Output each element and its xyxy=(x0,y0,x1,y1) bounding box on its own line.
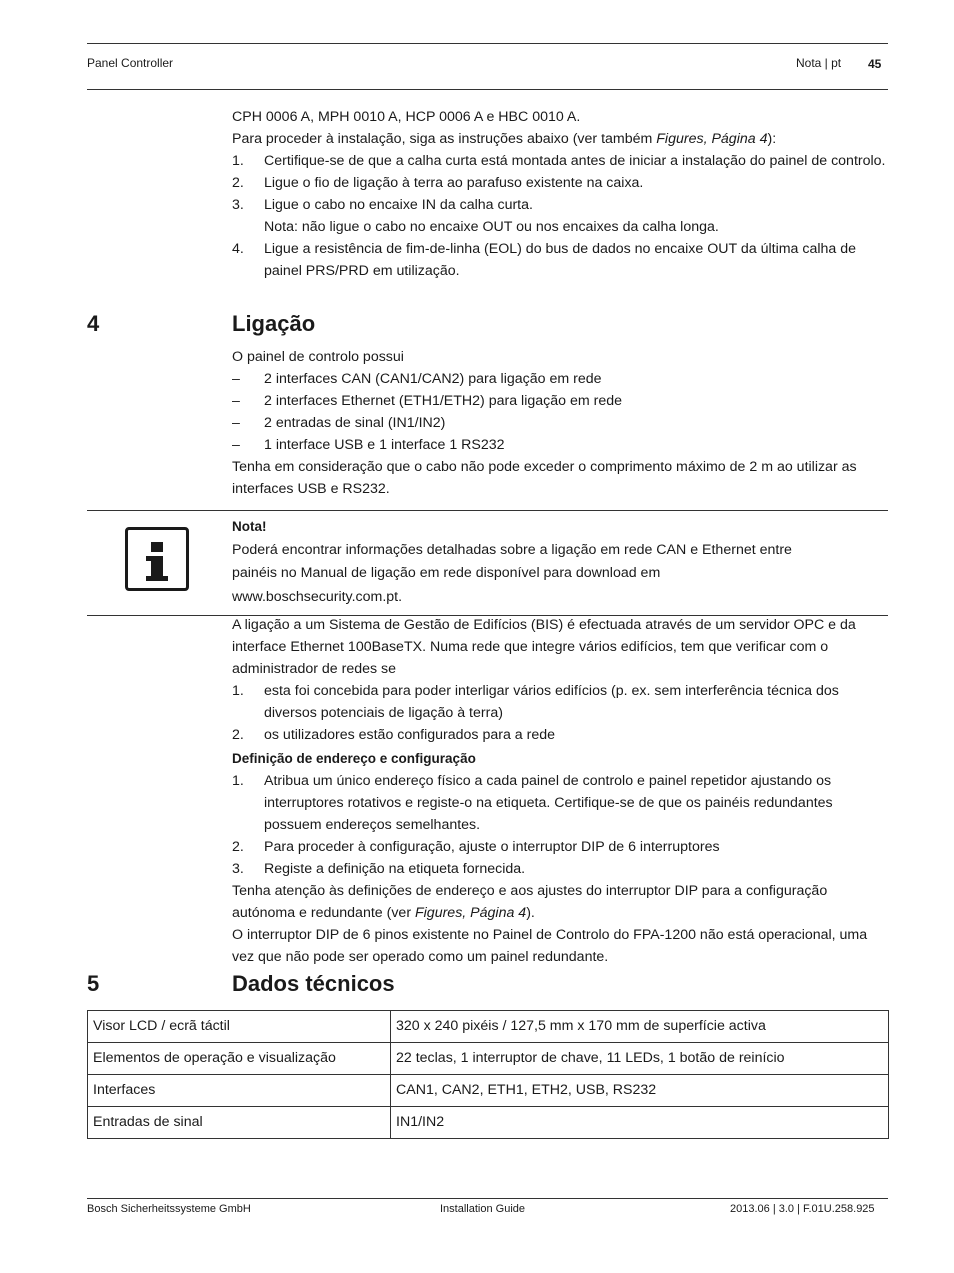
config-item xyxy=(232,836,888,858)
attention-paragraph xyxy=(232,880,888,924)
note-title: Nota! xyxy=(232,519,267,534)
intro-line-2-text: Para proceder à instalação, siga as instruções abaixo (ver também xyxy=(232,131,657,147)
table-cell-label: Entradas de sinal xyxy=(88,1107,391,1139)
table-cell-label: Elementos de operação e visualização xyxy=(88,1043,391,1075)
footer-guide: Installation Guide xyxy=(440,1203,525,1215)
figures-reference: Figures, Página 4 xyxy=(414,905,527,921)
dash-marker: – xyxy=(232,437,240,453)
item-text: Atribua um único endereço físico a cada painel de controlo e painel repetidor ajustando os interruptores rotativos e registe-o na etiqueta. Certifique-se de que os painéis redundantes possuem endereços semelhantes. xyxy=(264,773,833,833)
header-top-rule xyxy=(87,43,888,44)
table-cell-value: IN1/IN2 xyxy=(391,1107,889,1139)
list-item-text: 2 entradas de sinal (IN1/IN2) xyxy=(264,415,446,431)
list-item xyxy=(232,390,888,412)
step-text: Ligue o fio de ligação à terra ao parafuso existente na caixa. xyxy=(264,175,644,191)
item-number: 2. xyxy=(232,727,244,743)
config-item xyxy=(232,770,888,836)
note-text-line: Poderá encontrar informações detalhadas sobre a ligação em rede CAN e Ethernet entre xyxy=(232,541,792,558)
list-item xyxy=(232,434,888,456)
dip-paragraph: O interruptor DIP de 6 pinos existente no Painel de Controlo do FPA-1200 não está operacional, uma vez que não pode ser operado como um painel redundante. xyxy=(232,927,868,965)
dash-marker: – xyxy=(232,415,240,431)
step-text: Certifique-se de que a calha curta está montada antes de iniciar a instalação do painel de controlo. xyxy=(264,153,886,169)
intro-block xyxy=(232,106,888,282)
step-text: Ligue o cabo no encaixe IN da calha curta. xyxy=(264,197,533,213)
install-step xyxy=(232,194,888,238)
footer-version: 2013.06 | 3.0 | F.01U.258.925 xyxy=(730,1203,875,1215)
item-text: Para proceder à configuração, ajuste o interruptor DIP de 6 interruptores xyxy=(264,839,720,855)
item-number: 3. xyxy=(232,861,244,877)
dash-marker: – xyxy=(232,371,240,387)
section-4-title: Ligação xyxy=(232,311,316,336)
bis-item xyxy=(232,724,888,746)
tech-data-table xyxy=(87,1010,889,1139)
intro-line-2-end: ): xyxy=(767,131,777,147)
attention-end: ). xyxy=(526,905,535,921)
footer-rule xyxy=(87,1198,888,1199)
table-row xyxy=(88,1107,889,1139)
list-item xyxy=(232,412,888,434)
note-content xyxy=(232,515,888,609)
header-bottom-rule xyxy=(87,89,888,90)
table-cell-value: CAN1, CAN2, ETH1, ETH2, USB, RS232 xyxy=(391,1075,889,1107)
item-number: 2. xyxy=(232,839,244,855)
header-doc-title: Panel Controller xyxy=(87,56,174,70)
dash-marker: – xyxy=(232,393,240,409)
bis-block xyxy=(232,614,888,968)
note-top-rule xyxy=(87,510,888,511)
step-number: 4. xyxy=(232,241,244,257)
table-cell-value: 22 teclas, 1 interruptor de chave, 11 LEDs, 1 botão de reinício xyxy=(391,1043,889,1075)
table-row xyxy=(88,1011,889,1043)
install-step xyxy=(232,238,888,282)
note-link[interactable]: www.boschsecurity.com.pt. xyxy=(232,588,403,605)
table-cell-label: Interfaces xyxy=(88,1075,391,1107)
step-note: Nota: não ligue o cabo no encaixe OUT ou nos encaixes da calha longa. xyxy=(264,219,719,235)
intro-line-2 xyxy=(232,128,888,150)
table-cell-value: 320 x 240 pixéis / 127,5 mm x 170 mm de superfície activa xyxy=(391,1011,889,1043)
header-section: Nota | pt xyxy=(796,56,842,70)
item-number: 1. xyxy=(232,773,244,789)
attention-text: Tenha atenção às definições de endereço e aos ajustes do interruptor DIP para a configuração autónoma e redundante (ver xyxy=(232,883,828,921)
section-4-body xyxy=(232,346,888,500)
step-number: 2. xyxy=(232,175,244,191)
table-row xyxy=(88,1043,889,1075)
item-text: esta foi concebida para poder interligar vários edifícios (p. ex. sem interferência técnica dos diversos potenciais de ligação à terra) xyxy=(264,683,839,721)
intro-line-1: CPH 0006 A, MPH 0010 A, HCP 0006 A e HBC 0010 A. xyxy=(232,109,581,125)
step-text: Ligue a resistência de fim-de-linha (EOL) do bus de dados no encaixe OUT da última calha de painel PRS/PRD em utilização. xyxy=(264,241,857,279)
footer-company: Bosch Sicherheitssysteme GmbH xyxy=(87,1203,251,1215)
section-4-number: 4 xyxy=(87,311,100,336)
table-row xyxy=(88,1075,889,1107)
list-item-text: 1 interface USB e 1 interface 1 RS232 xyxy=(264,437,505,453)
table-cell-label: Visor LCD / ecrã táctil xyxy=(88,1011,391,1043)
item-number: 1. xyxy=(232,683,244,699)
section-4-lead: O painel de controlo possui xyxy=(232,349,404,365)
config-item xyxy=(232,858,888,880)
figures-reference: Figures, Página 4 xyxy=(656,131,768,147)
bis-item xyxy=(232,680,888,724)
item-text: Registe a definição na etiqueta fornecida. xyxy=(264,861,526,877)
section-5-number: 5 xyxy=(87,971,100,996)
install-step xyxy=(232,150,888,172)
install-step xyxy=(232,172,888,194)
list-item-text: 2 interfaces Ethernet (ETH1/ETH2) para ligação em rede xyxy=(264,393,623,409)
section-4-closing: Tenha em consideração que o cabo não pode exceder o comprimento máximo de 2 m ao utilizar as interfaces USB e RS232. xyxy=(232,459,857,497)
list-item xyxy=(232,368,888,390)
page-number: 45 xyxy=(868,57,882,71)
step-number: 3. xyxy=(232,197,244,213)
bis-paragraph: A ligação a um Sistema de Gestão de Edifícios (BIS) é efectuada através de um servidor OPC e da interface Ethernet 100BaseTX. Numa rede que integre vários edifícios, tem que verificar com o administrador de redes se xyxy=(232,617,856,677)
section-5-title: Dados técnicos xyxy=(232,971,395,996)
list-item-text: 2 interfaces CAN (CAN1/CAN2) para ligação em rede xyxy=(264,371,602,387)
note-text-line: painéis no Manual de ligação em rede disponível para download em xyxy=(232,565,661,581)
info-icon xyxy=(125,527,189,591)
config-subheading: Definição de endereço e configuração xyxy=(232,751,476,766)
item-text: os utilizadores estão configurados para a rede xyxy=(264,727,556,743)
step-number: 1. xyxy=(232,153,244,169)
